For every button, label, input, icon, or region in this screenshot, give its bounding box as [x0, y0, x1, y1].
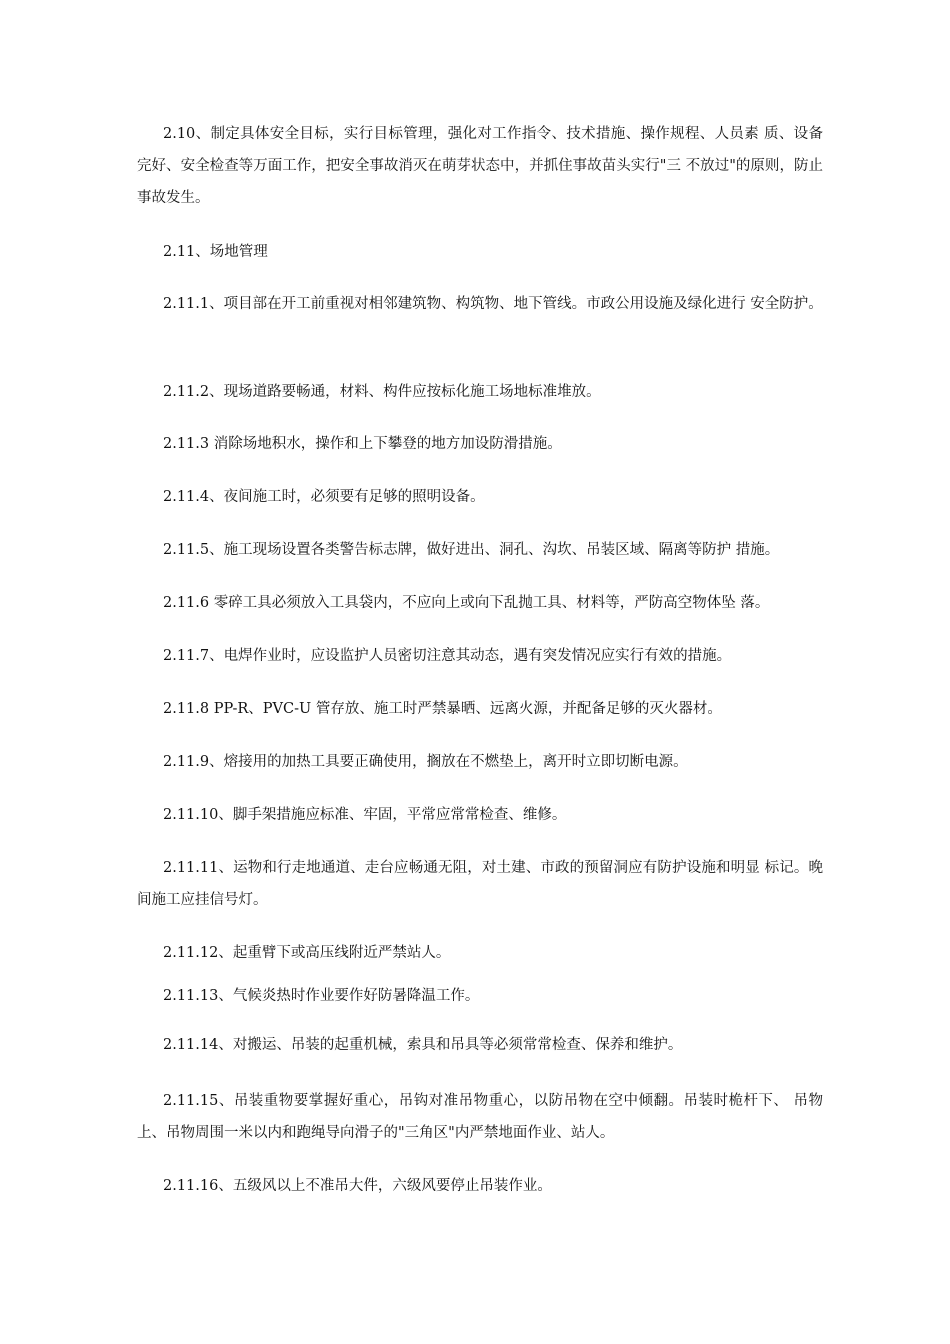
paragraph-2-11-5: 2.11.5、施工现场设置各类警告标志牌，做好进出、洞孔、沟坎、吊装区域、隔离等防护 措施。 — [163, 542, 780, 558]
paragraph-2-11-9: 2.11.9、熔接用的加热工具要正确使用，搁放在不燃垫上，离开时立即切断电源。 — [163, 754, 688, 770]
paragraph-2-11-12: 2.11.12、起重臂下或高压线附近严禁站人。 — [163, 945, 451, 961]
paragraph-2-11-15: 2.11.15、吊装重物要掌握好重心，吊钩对准吊物重心，以防吊物在空中倾翻。吊装时桅杆下、 吊物上、吊物周围一米以内和跑绳导向滑子的"三角区"内严禁地面作业、站人。 — [137, 1093, 823, 1141]
paragraph-2-11-10: 2.11.10、脚手架措施应标准、牢固，平常应常常检查、维修。 — [163, 807, 567, 823]
paragraph-2-11-6: 2.11.6 零碎工具必须放入工具袋内，不应向上或向下乱抛工具、材料等，严防高空物体坠 落。 — [163, 595, 770, 611]
paragraph-2-11-1: 2.11.1、项目部在开工前重视对相邻建筑物、构筑物、地下管线。市政公用设施及绿化进行 安全防护。 — [163, 296, 823, 312]
paragraph-2-11-13: 2.11.13、气候炎热时作业要作好防暑降温工作。 — [163, 988, 480, 1004]
paragraph-2-11-3: 2.11.3 消除场地积水，操作和上下攀登的地方加设防滑措施。 — [163, 436, 562, 452]
paragraph-2-10: 2.10、制定具体安全目标，实行目标管理，强化对工作指令、技术措施、操作规程、人员素 质、设备完好、安全检查等万面工作，把安全事故消灭在萌芽状态中，并抓住事故苗头实行"三 不放过"的原则，防止事故发生。 — [137, 126, 823, 206]
paragraph-2-11-2: 2.11.2、现场道路要畅通，材料、构件应按标化施工场地标准堆放。 — [163, 384, 601, 400]
paragraph-2-11-8: 2.11.8 PP-R、PVC-U 管存放、施工时严禁暴晒、远离火源，并配备足够的灭火器材。 — [163, 701, 722, 717]
paragraph-2-11-14: 2.11.14、对搬运、吊装的起重机械，索具和吊具等必须常常检查、保养和维护。 — [163, 1037, 683, 1053]
paragraph-2-11-4: 2.11.4、夜间施工时，必须要有足够的照明设备。 — [163, 489, 485, 505]
paragraph-2-11-16: 2.11.16、五级风以上不准吊大件，六级风要停止吊装作业。 — [163, 1178, 552, 1194]
paragraph-2-11-11: 2.11.11、运物和行走地通道、走台应畅通无阻，对土建、市政的预留洞应有防护设施和明显 标记。晚间施工应挂信号灯。 — [137, 860, 823, 908]
paragraph-2-11-heading: 2.11、场地管理 — [163, 244, 268, 260]
paragraph-2-11-7: 2.11.7、电焊作业时，应设监护人员密切注意其动态，遇有突发情况应实行有效的措施。 — [163, 648, 732, 664]
